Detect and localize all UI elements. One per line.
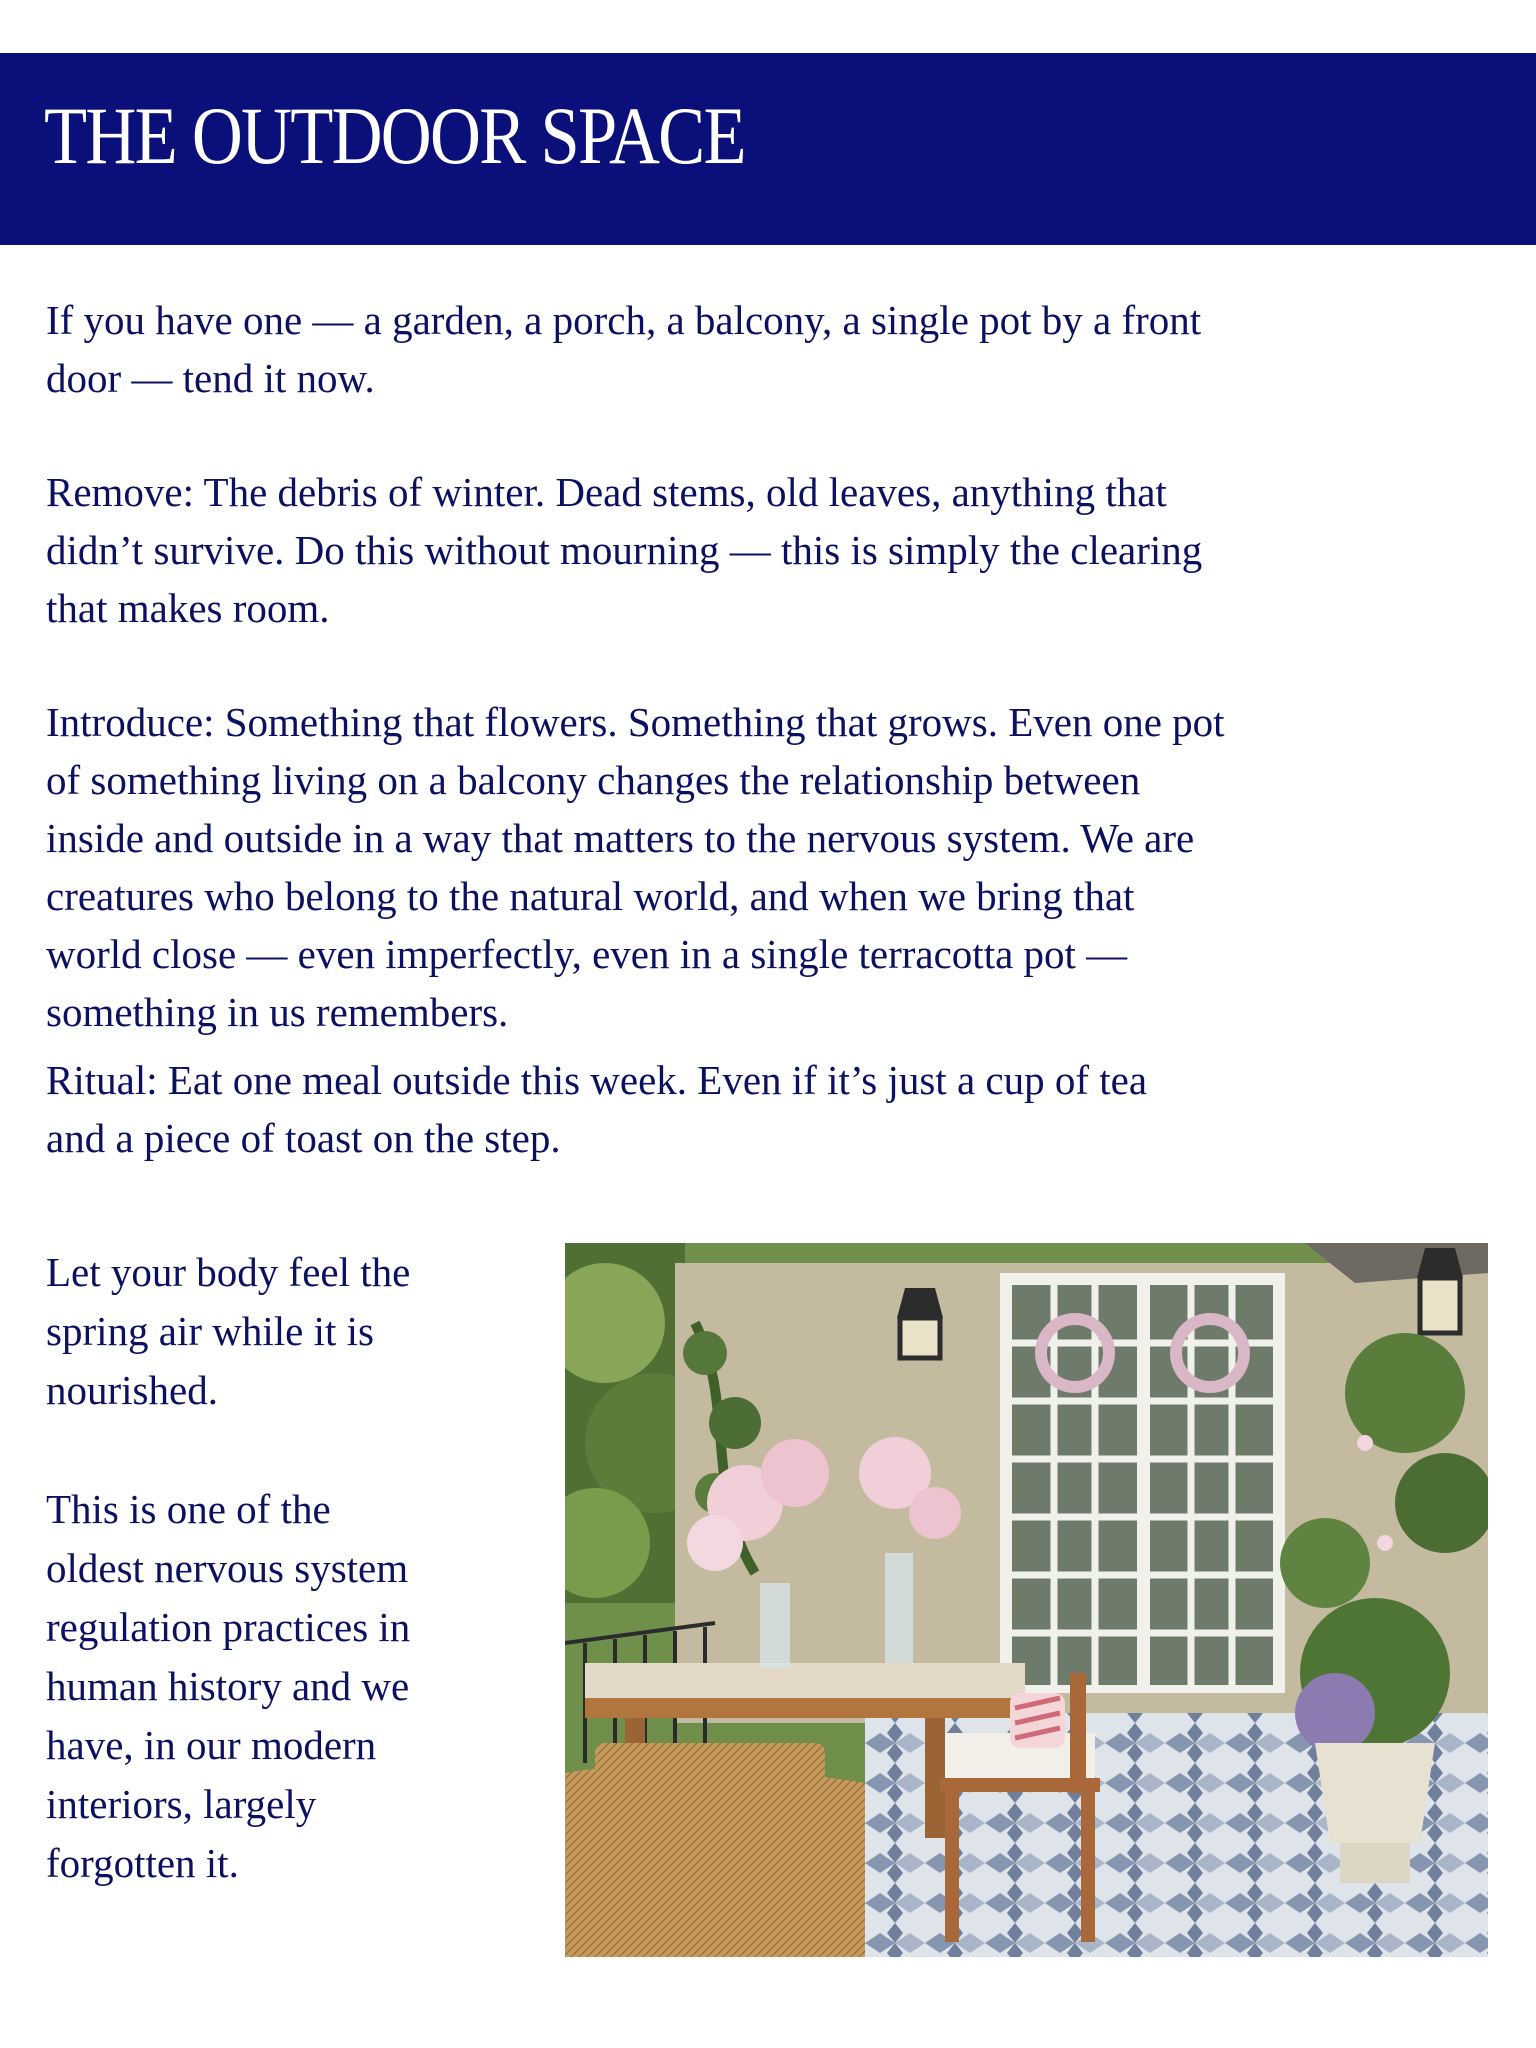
- introduce-line: creatures who belong to the natural world, and when we bring that: [46, 873, 1135, 919]
- patio-illustration: [565, 1243, 1488, 1957]
- introduce-line: world close — even imperfectly, even in a single terracotta pot —: [46, 931, 1128, 977]
- ritual-line: Ritual: Eat one meal outside this week. Even if it’s just a cup of tea: [46, 1057, 1148, 1103]
- lantern-left: [897, 1288, 943, 1358]
- introduce-paragraph: [46, 693, 1225, 1041]
- sidebar-line: oldest nervous system: [46, 1545, 409, 1591]
- sidebar-line: regulation practices in: [46, 1604, 411, 1650]
- lantern-right: [1417, 1248, 1463, 1333]
- oldest-practice-text: [46, 1480, 410, 1893]
- french-doors: [1000, 1273, 1285, 1693]
- intro-line: If you have one — a garden, a porch, a balcony, a single pot by a front: [46, 297, 1202, 343]
- sidebar-line: interiors, largely: [46, 1781, 317, 1827]
- patio-photo: [565, 1243, 1488, 1957]
- page-title: THE OUTDOOR SPACE: [44, 90, 745, 181]
- remove-line: that makes room.: [46, 585, 330, 631]
- sidebar-line: have, in our modern: [46, 1722, 377, 1768]
- body-feel-text: [46, 1243, 410, 1420]
- intro-paragraph: [46, 291, 1201, 407]
- sidebar-line: human history and we: [46, 1663, 410, 1709]
- ritual-paragraph: [46, 1051, 1147, 1167]
- ritual-line: and a piece of toast on the step.: [46, 1115, 561, 1161]
- remove-line: Remove: The debris of winter. Dead stems, old leaves, anything that: [46, 469, 1167, 515]
- introduce-line: of something living on a balcony changes the relationship between: [46, 757, 1141, 803]
- sidebar-line: Let your body feel the: [46, 1249, 411, 1295]
- introduce-line: Introduce: Something that flowers. Something that grows. Even one pot: [46, 699, 1225, 745]
- introduce-line: something in us remembers.: [46, 989, 509, 1035]
- wicker-chair: [565, 1743, 865, 1957]
- sidebar-line: spring air while it is: [46, 1308, 374, 1354]
- intro-line: door — tend it now.: [46, 355, 375, 401]
- remove-paragraph: [46, 463, 1202, 637]
- sidebar-line: forgotten it.: [46, 1840, 239, 1886]
- remove-line: didn’t survive. Do this without mourning — this is simply the clearing: [46, 527, 1203, 573]
- introduce-line: inside and outside in a way that matters to the nervous system. We are: [46, 815, 1195, 861]
- sidebar-line: nourished.: [46, 1367, 218, 1413]
- sidebar-line: This is one of the: [46, 1486, 331, 1532]
